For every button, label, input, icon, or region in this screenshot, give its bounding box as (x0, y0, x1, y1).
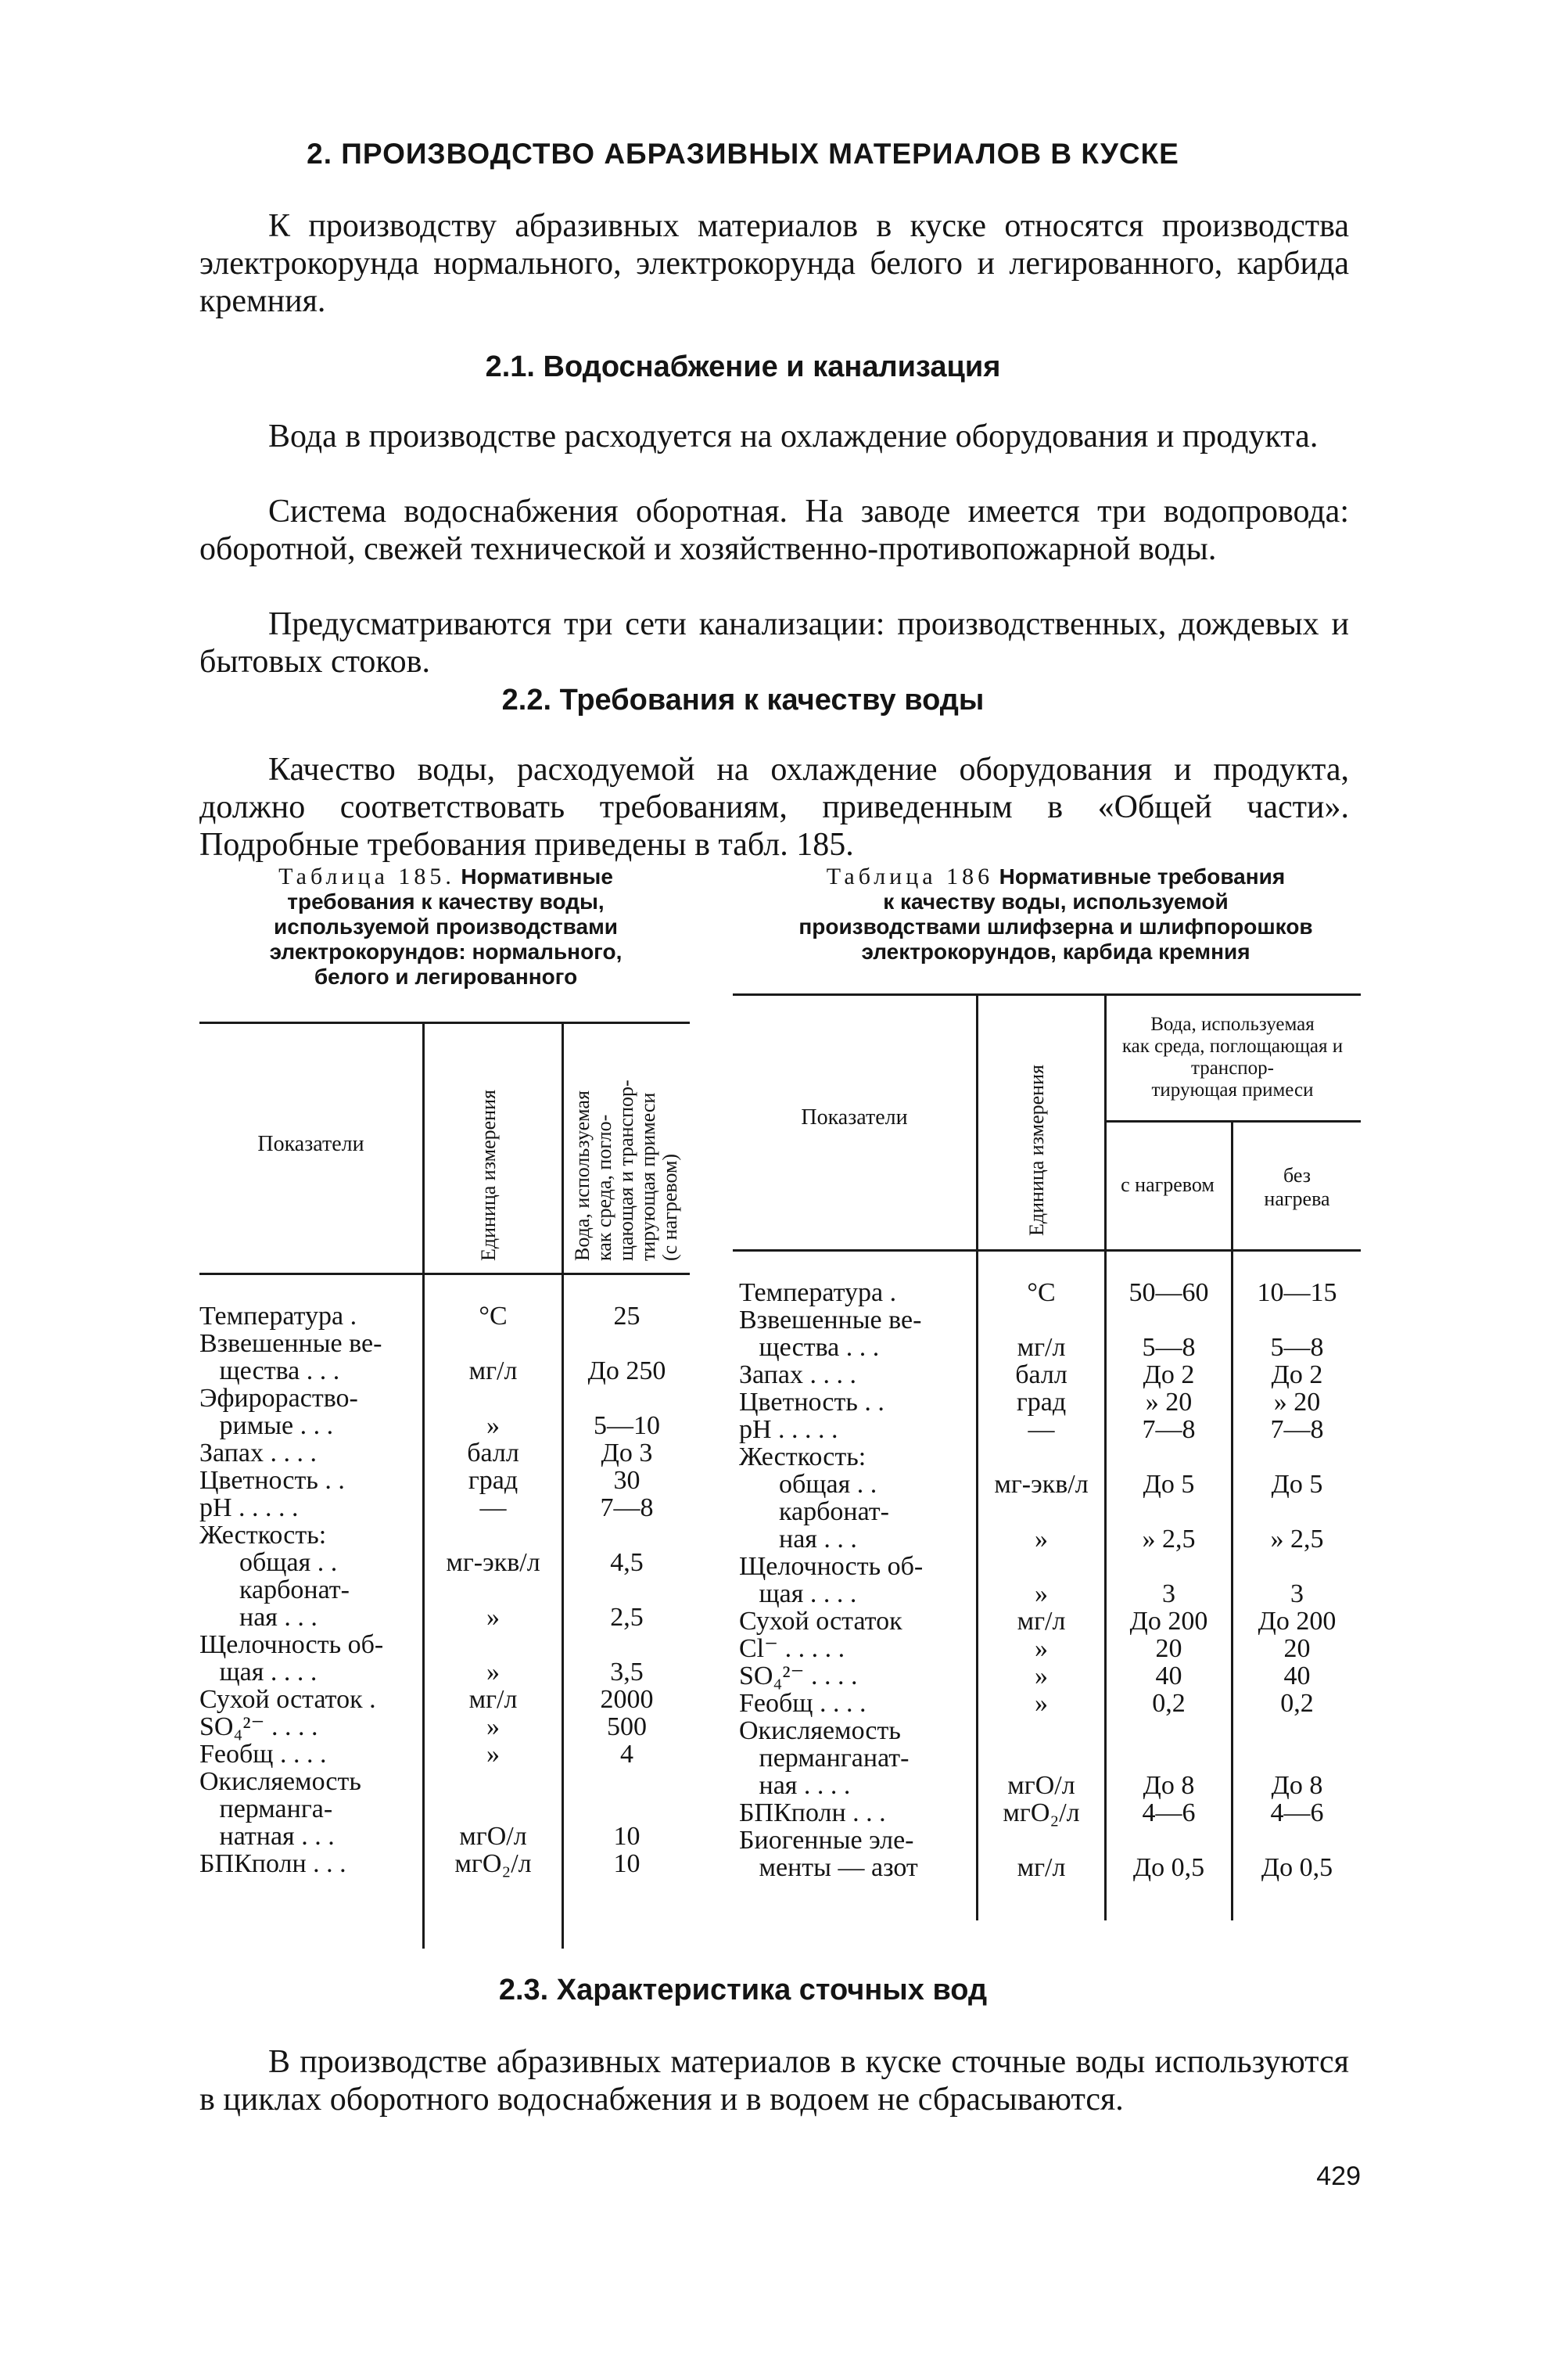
table-cell-indicator: SO₄²⁻ . . . . (739, 1661, 858, 1690)
table-cell-value (564, 1330, 690, 1357)
table-rule (733, 1249, 1361, 1252)
table-cell-value: 2000 (600, 1685, 654, 1714)
table-cell-value (564, 1385, 690, 1412)
table-cell-unheated: 4—6 (1270, 1798, 1324, 1827)
table-cell-indicator: менты — азот (739, 1853, 918, 1882)
table-cell-indicator: БПКполн . . . (739, 1798, 886, 1827)
table-cell-heated: 50—60 (1128, 1278, 1209, 1307)
table-cell-unit: » (486, 1712, 500, 1741)
table-rule (733, 993, 1361, 996)
table-cell-unit (978, 1827, 1104, 1854)
table-cell-value (564, 1768, 690, 1795)
table-cell-value: 3,5 (610, 1658, 644, 1687)
table-186-unheated (1233, 1279, 1361, 1881)
table-cell-indicator: Взвешенные ве- (739, 1306, 922, 1335)
table-cell-unit: мг/л (1017, 1607, 1066, 1636)
table-cell-heated: 4—6 (1142, 1798, 1196, 1827)
table-cell-heated (1107, 1306, 1231, 1334)
header-unheated-line: нагрева (1264, 1187, 1330, 1210)
table-185-caption-line: требования к качеству воды, (287, 889, 605, 914)
table-cell-heated: До 2 (1143, 1360, 1195, 1389)
table-186-caption-line: производствами шлифзерна и шлифпорошков (798, 914, 1313, 939)
table-cell-unit: » (1035, 1634, 1048, 1663)
table-cell-indicator: натная . . . (199, 1822, 335, 1851)
table-cell-value: 10 (613, 1849, 640, 1878)
table-cell-unit: » (486, 1658, 500, 1687)
table-185-caption-line: электрокорундов: нормального, (269, 939, 623, 964)
table-cell-unit (978, 1306, 1104, 1334)
table-cell-heated: 20 (1155, 1634, 1182, 1663)
header-unheated (1233, 1164, 1361, 1211)
table-185-caption-line: используемой производствами (273, 914, 619, 939)
table-cell-unheated (1233, 1306, 1361, 1334)
table-cell-value: До 250 (587, 1356, 666, 1385)
table-cell-heated: 5—8 (1142, 1333, 1196, 1362)
table-cell-indicator: pH . . . . . (739, 1415, 838, 1444)
table-cell-heated: 7—8 (1142, 1415, 1196, 1444)
table-cell-value: 30 (613, 1466, 640, 1495)
table-cell-unheated (1233, 1443, 1361, 1471)
table-cell-unheated (1233, 1498, 1361, 1525)
table-cell-indicator: Окисляемость (739, 1716, 901, 1745)
table-cell-indicator: ная . . . . (739, 1771, 851, 1800)
table-cell-unit: мг-экв/л (446, 1548, 540, 1577)
table-cell-indicator: Жесткость: (739, 1442, 867, 1471)
table-186-units (978, 1279, 1104, 1881)
table-cell-unit: » (486, 1603, 500, 1632)
table-185-caption (196, 864, 696, 990)
table-rule (199, 1273, 690, 1275)
table-cell-heated (1107, 1498, 1231, 1525)
table-cell-value: 500 (607, 1712, 647, 1741)
table-cell-heated: » 20 (1145, 1388, 1193, 1417)
header-heated: с нагревом (1121, 1173, 1215, 1196)
table-cell-value: 4 (620, 1740, 633, 1769)
section-title: 2. ПРОИЗВОДСТВО АБРАЗИВНЫХ МАТЕРИАЛОВ В КУСКЕ (307, 138, 1179, 170)
table-cell-indicator: щая . . . . (739, 1579, 857, 1608)
table-rule (199, 1022, 690, 1024)
header-water-line: Вода, используемая (571, 1090, 594, 1261)
table-cell-heated (1107, 1443, 1231, 1471)
table-cell-heated: 0,2 (1152, 1689, 1186, 1718)
table-cell-unit: балл (1015, 1360, 1067, 1389)
table-cell-unit: балл (467, 1439, 519, 1468)
table-cell-unit: мгО/л (459, 1822, 527, 1851)
table-cell-unit (978, 1498, 1104, 1525)
subsection-title-2-3: 2.3. Характеристика сточных вод (498, 1974, 988, 2006)
table-cell-unit (978, 1553, 1104, 1580)
table-185-caption-line: Нормативные (461, 864, 613, 889)
table-cell-value: 7—8 (600, 1493, 654, 1522)
table-cell-unheated (1233, 1717, 1361, 1744)
header-unit: Единица измерения (1025, 1065, 1048, 1236)
table-186-heated (1107, 1279, 1231, 1881)
table-cell-unheated: 5—8 (1270, 1333, 1324, 1362)
table-cell-indicator: карбонат- (199, 1575, 350, 1604)
paragraph-sewerage: Предусматриваются три сети канализации: производственных, дождевых и бытовых стоков. (199, 606, 1349, 680)
table-cell-heated: До 200 (1129, 1607, 1208, 1636)
table-cell-unit (978, 1443, 1104, 1471)
table-cell-unheated: 0,2 (1280, 1689, 1314, 1718)
table-cell-heated (1107, 1717, 1231, 1744)
table-cell-heated: До 5 (1143, 1470, 1195, 1499)
header-indicator: Показатели (257, 1132, 364, 1156)
table-cell-unheated: До 2 (1271, 1360, 1323, 1389)
table-186-caption-line: Нормативные требования (999, 864, 1286, 889)
header-unheated-line: без (1283, 1164, 1311, 1187)
table-cell-indicator: щая . . . . (199, 1658, 318, 1687)
table-cell-unheated: До 8 (1271, 1771, 1323, 1800)
header-water-line: (с нагревом) (658, 1153, 681, 1261)
table-cell-unit: — (479, 1493, 507, 1522)
table-cell-indicator: карбонат- (739, 1497, 889, 1526)
table-cell-unit: °C (1027, 1278, 1056, 1307)
table-cell-indicator: SO₄²⁻ . . . . (199, 1712, 318, 1741)
table-cell-unit: мг/л (468, 1685, 518, 1714)
table-185-units (425, 1302, 562, 1877)
table-cell-indicator: Температура . (199, 1302, 357, 1331)
table-cell-indicator: перманга- (199, 1794, 333, 1823)
table-cell-unit: °C (479, 1302, 508, 1331)
table-cell-indicator: щества . . . (199, 1356, 340, 1385)
paragraph-quality: Качество воды, расходуемой на охлаждение оборудования и продукта, должно соответствовать требованиям, приведенным в «Общей части». Подробные требования приведены в табл. 185. (199, 752, 1349, 863)
table-cell-value (564, 1631, 690, 1658)
table-cell-heated (1107, 1553, 1231, 1580)
table-cell-value (564, 1521, 690, 1549)
table-cell-unheated (1233, 1553, 1361, 1580)
table-cell-unheated: 20 (1283, 1634, 1311, 1663)
table-cell-unit (425, 1330, 562, 1357)
paragraph-water-system: Система водоснабжения оборотная. На заводе имеется три водопровода: оборотной, свежей технической и хозяйственно-противопожарной воды. (199, 494, 1349, 567)
table-cell-unit: мг/л (468, 1356, 518, 1385)
table-cell-value: 2,5 (610, 1603, 644, 1632)
paragraph-wastewater: В производстве абразивных материалов в куске сточные воды используются в циклах оборотного водоснабжения и в водоем не сбрасываются. (199, 2044, 1349, 2118)
header-water-line: Вода, используемая (1150, 1014, 1315, 1035)
header-indicator: Показатели (801, 1105, 908, 1130)
table-185-values (564, 1302, 690, 1877)
table-cell-value: 5—10 (594, 1411, 660, 1440)
table-cell-indicator: Запах . . . . (199, 1439, 317, 1468)
table-cell-value (564, 1795, 690, 1823)
table-186-label: Таблица 186 (826, 864, 994, 889)
table-cell-unit: мг-экв/л (994, 1470, 1089, 1499)
table-cell-indicator: Температура . (739, 1278, 897, 1307)
header-water-line: как среда, поглощающая и транспор- (1121, 1036, 1344, 1079)
table-cell-indicator: БПКполн . . . (199, 1849, 346, 1878)
table-cell-indicator: общая . . (199, 1548, 338, 1577)
header-water-line: щающая и транспор- (615, 1080, 637, 1261)
table-cell-heated: » 2,5 (1142, 1525, 1196, 1554)
table-cell-unit: град (468, 1466, 518, 1495)
table-cell-unheated: 10—15 (1257, 1278, 1337, 1307)
table-cell-heated (1107, 1827, 1231, 1854)
table-cell-unheated: » 20 (1273, 1388, 1321, 1417)
subsection-title-2-1: 2.1. Водоснабжение и канализация (485, 350, 1001, 383)
table-cell-unheated: 7—8 (1270, 1415, 1324, 1444)
table-cell-unit: » (1035, 1689, 1048, 1718)
table-cell-unit: мг/л (1017, 1333, 1066, 1362)
table-cell-unit (425, 1631, 562, 1658)
table-cell-indicator: Сухой остаток (739, 1607, 902, 1636)
table-185-label: Таблица 185. (278, 864, 455, 889)
table-cell-unit: мгО₂/л (1003, 1798, 1080, 1827)
table-cell-unheated: 3 (1290, 1579, 1304, 1608)
table-cell-unit (425, 1385, 562, 1412)
table-185-caption-line: белого и легированного (314, 965, 578, 989)
table-cell-heated (1107, 1744, 1231, 1772)
table-cell-indicator: Жесткость: (199, 1521, 327, 1550)
table-cell-unit: мгО/л (1007, 1771, 1075, 1800)
table-cell-value (564, 1576, 690, 1604)
table-cell-unit: мгО₂/л (454, 1849, 532, 1878)
intro-paragraph: К производству абразивных материалов в куске относятся производства электрокорунда нормального, электрокорунда белого и легированного, карбида кремния. (199, 208, 1349, 319)
table-cell-unit (425, 1576, 562, 1604)
header-water-line: тирующая примеси (637, 1092, 659, 1261)
table-cell-indicator: Окисляемость (199, 1767, 361, 1796)
table-186-caption-line: к качеству воды, используемой (883, 889, 1229, 914)
table-cell-indicator: ная . . . (199, 1603, 318, 1632)
table-cell-unit: — (1028, 1415, 1055, 1444)
page-number: 429 (1316, 2161, 1361, 2191)
table-cell-unit: мг/л (1017, 1853, 1066, 1882)
table-cell-heated: До 0,5 (1132, 1853, 1205, 1882)
header-water-line: тирующая примеси (1151, 1080, 1314, 1101)
table-cell-unheated: » 2,5 (1270, 1525, 1324, 1554)
table-186-caption-line: электрокорундов, карбида кремния (861, 939, 1250, 964)
table-cell-unheated (1233, 1744, 1361, 1772)
table-cell-heated: До 8 (1143, 1771, 1195, 1800)
table-cell-unit (978, 1717, 1104, 1744)
table-cell-indicator: щества . . . (739, 1333, 880, 1362)
table-cell-indicator: Запах . . . . (739, 1360, 856, 1389)
table-cell-unit: » (1035, 1579, 1048, 1608)
table-cell-indicator: Взвешенные ве- (199, 1329, 382, 1358)
table-cell-indicator: Щелочность об- (199, 1630, 384, 1659)
header-water-line: как среда, погло- (593, 1114, 615, 1261)
table-cell-indicator: Щелочность об- (739, 1552, 924, 1581)
table-cell-unit (978, 1744, 1104, 1772)
table-cell-heated: 3 (1162, 1579, 1175, 1608)
table-185-indicators (199, 1302, 422, 1877)
table-cell-unit (425, 1795, 562, 1823)
table-cell-value: 10 (613, 1822, 640, 1851)
table-cell-value: 4,5 (610, 1548, 644, 1577)
table-cell-unit (425, 1768, 562, 1795)
table-cell-value: До 3 (601, 1439, 653, 1468)
header-water-group (1104, 1014, 1361, 1101)
table-cell-indicator: общая . . (739, 1470, 877, 1499)
table-cell-unit: » (486, 1411, 500, 1440)
table-cell-indicator: Биогенные эле- (739, 1826, 914, 1855)
table-cell-indicator: Эфирораство- (199, 1384, 358, 1413)
table-cell-value: 25 (613, 1302, 640, 1331)
table-cell-unheated (1233, 1827, 1361, 1854)
paragraph-water-usage: Вода в производстве расходуется на охлаждение оборудования и продукта. (268, 419, 1319, 454)
table-186-indicators (739, 1279, 976, 1881)
table-cell-unheated: До 5 (1271, 1470, 1323, 1499)
table-cell-unit (425, 1521, 562, 1549)
table-186-caption (743, 864, 1369, 965)
subsection-title-2-2: 2.2. Требования к качеству воды (501, 684, 985, 717)
table-cell-indicator: перманганат- (739, 1744, 910, 1773)
table-cell-unheated: 40 (1283, 1661, 1311, 1690)
table-cell-indicator: римые . . . (199, 1411, 334, 1440)
header-unit: Единица измерения (477, 1090, 500, 1261)
table-cell-unit: » (1035, 1661, 1048, 1690)
table-cell-unit: » (1035, 1525, 1048, 1554)
table-cell-unheated: До 0,5 (1261, 1853, 1333, 1882)
table-cell-indicator: Сухой остаток . (199, 1685, 376, 1714)
table-cell-indicator: Цветность . . (739, 1388, 884, 1417)
table-cell-indicator: Feобщ . . . . (199, 1740, 327, 1769)
table-cell-heated: 40 (1155, 1661, 1182, 1690)
table-cell-indicator: pH . . . . . (199, 1493, 299, 1522)
table-cell-indicator: ная . . . (739, 1525, 857, 1554)
table-cell-unheated: До 200 (1258, 1607, 1337, 1636)
table-cell-unit: » (486, 1740, 500, 1769)
table-cell-unit: град (1016, 1388, 1067, 1417)
table-cell-indicator: Цветность . . (199, 1466, 345, 1495)
table-cell-indicator: Cl⁻ . . . . . (739, 1634, 845, 1663)
table-cell-indicator: Feобщ . . . . (739, 1689, 867, 1718)
